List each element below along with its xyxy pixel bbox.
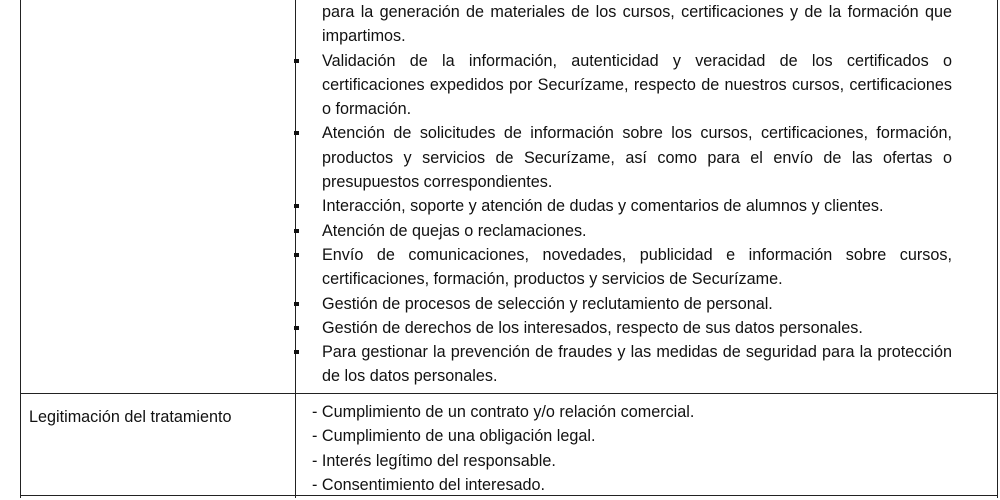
list-item: [290, 49, 952, 122]
bullet-marker: [294, 204, 299, 208]
list-item: [290, 121, 952, 194]
list-item: [290, 316, 952, 340]
list-item-text: Envío de comunicaciones, novedades, publicidad e información sobre cursos, certificaciones, formación, productos y servicios de Securízame.: [322, 245, 952, 289]
bullet-marker: [294, 302, 299, 306]
list-item: [290, 0, 952, 49]
list-item-text: Validación de la información, autenticidad y veracidad de los certificados o certificaciones expedidos por Securízame, respecto de nuestros cursos, certificaciones o formación.: [322, 51, 952, 119]
legitimation-list: [312, 400, 694, 497]
list-item: - Consentimiento del interesado.: [312, 475, 546, 494]
list-item-text: Gestión de derechos de los interesados, respecto de sus datos personales.: [322, 318, 863, 337]
list-item: [290, 340, 952, 389]
list-item-text: Para gestionar la prevención de fraudes y las medidas de seguridad para la protección de los datos personales.: [322, 343, 952, 386]
list-item: [290, 194, 952, 218]
list-item: - Cumplimiento de una obligación legal.: [312, 427, 596, 446]
list-item-text: Gestión de procesos de selección y reclutamiento de personal.: [322, 294, 773, 313]
list-item: [290, 243, 952, 292]
bullet-marker: [294, 229, 299, 233]
bullet-marker: [294, 131, 299, 135]
bullet-marker: [294, 326, 299, 330]
list-item: - Interés legítimo del responsable.: [312, 451, 556, 470]
list-item-text: Atención de solicitudes de información sobre los cursos, certificaciones, formación, productos y servicios de Securízame, así como para el envío de las ofertas o presupuestos correspondientes.: [322, 124, 952, 192]
bullet-marker: [294, 253, 299, 257]
row-divider: [21, 393, 997, 394]
purposes-list: [290, 0, 952, 389]
list-item-text: Interacción, soporte y atención de dudas y comentarios de alumnos y clientes.: [322, 197, 884, 216]
list-item-text: para la generación de materiales de los cursos, certificaciones y de la formación que impartimos.: [322, 3, 952, 46]
bullet-marker: [294, 350, 299, 354]
legitimation-label: Legitimación del tratamiento: [29, 408, 232, 426]
bullet-marker: [294, 59, 299, 63]
list-item: [290, 219, 952, 243]
list-item-text: Atención de quejas o reclamaciones.: [322, 221, 587, 240]
list-item: - Cumplimiento de un contrato y/o relación comercial.: [312, 403, 695, 421]
list-item: [290, 292, 952, 316]
